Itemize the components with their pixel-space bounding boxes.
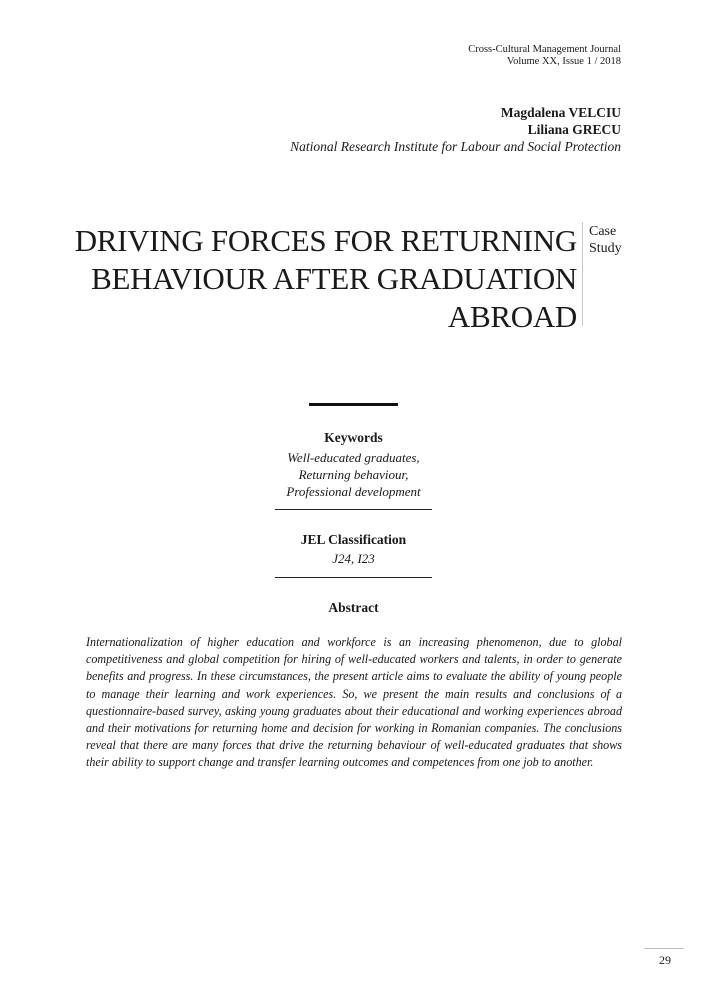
keywords-heading: Keywords <box>324 430 383 445</box>
jel-heading: JEL Classification <box>300 532 407 547</box>
journal-header <box>468 44 621 68</box>
page-number: 29 <box>659 953 671 967</box>
abstract-heading: Abstract <box>328 600 379 615</box>
author-institution: National Research Institute for Labour and Social Protection <box>290 139 621 154</box>
keywords-list <box>0 449 707 500</box>
author-name: Liliana GRECU <box>527 122 621 137</box>
title-divider <box>582 222 583 326</box>
article-title <box>57 222 577 336</box>
keyword-item: Returning behaviour, <box>298 467 409 482</box>
keyword-item: Well-educated graduates, <box>287 450 420 465</box>
footer-rule <box>644 948 684 949</box>
journal-issue: Volume XX, Issue 1 / 2018 <box>506 56 621 67</box>
section-divider <box>275 577 432 578</box>
journal-name: Cross-Cultural Management Journal <box>468 44 621 55</box>
keyword-item: Professional development <box>286 484 421 499</box>
article-type-line: Case <box>589 224 617 239</box>
author-block <box>290 104 621 155</box>
jel-codes: J24, I23 <box>332 551 375 566</box>
article-type-line: Study <box>589 241 622 256</box>
section-divider <box>275 509 432 510</box>
title-line: BEHAVIOUR AFTER GRADUATION <box>91 261 577 296</box>
abstract-text: Internationalization of higher education and workforce is an increasing phenomenon, due to global competitiveness and global competition for hiring of well-educated workers and talents, in order to generate benefits and progress. In these circumstances, the present article aims to evaluate the ability of young people to manage their learning and work experiences. So, we present the main results and conclusions of a questionnaire-based survey, asking young graduates about their educational and working experiences abroad and their motivations for returning home and decision for working in Romanian companies. The conclusions reveal that there are many forces that drive the returning behaviour of well-educated graduates that shows their ability to support change and transfer learning outcomes and competences from one job to another. <box>86 635 622 770</box>
section-divider-thick <box>309 403 398 406</box>
author-name: Magdalena VELCIU <box>500 105 621 120</box>
title-line: DRIVING FORCES FOR RETURNING <box>74 223 577 258</box>
title-line: ABROAD <box>447 299 577 334</box>
article-type-label <box>589 223 622 257</box>
